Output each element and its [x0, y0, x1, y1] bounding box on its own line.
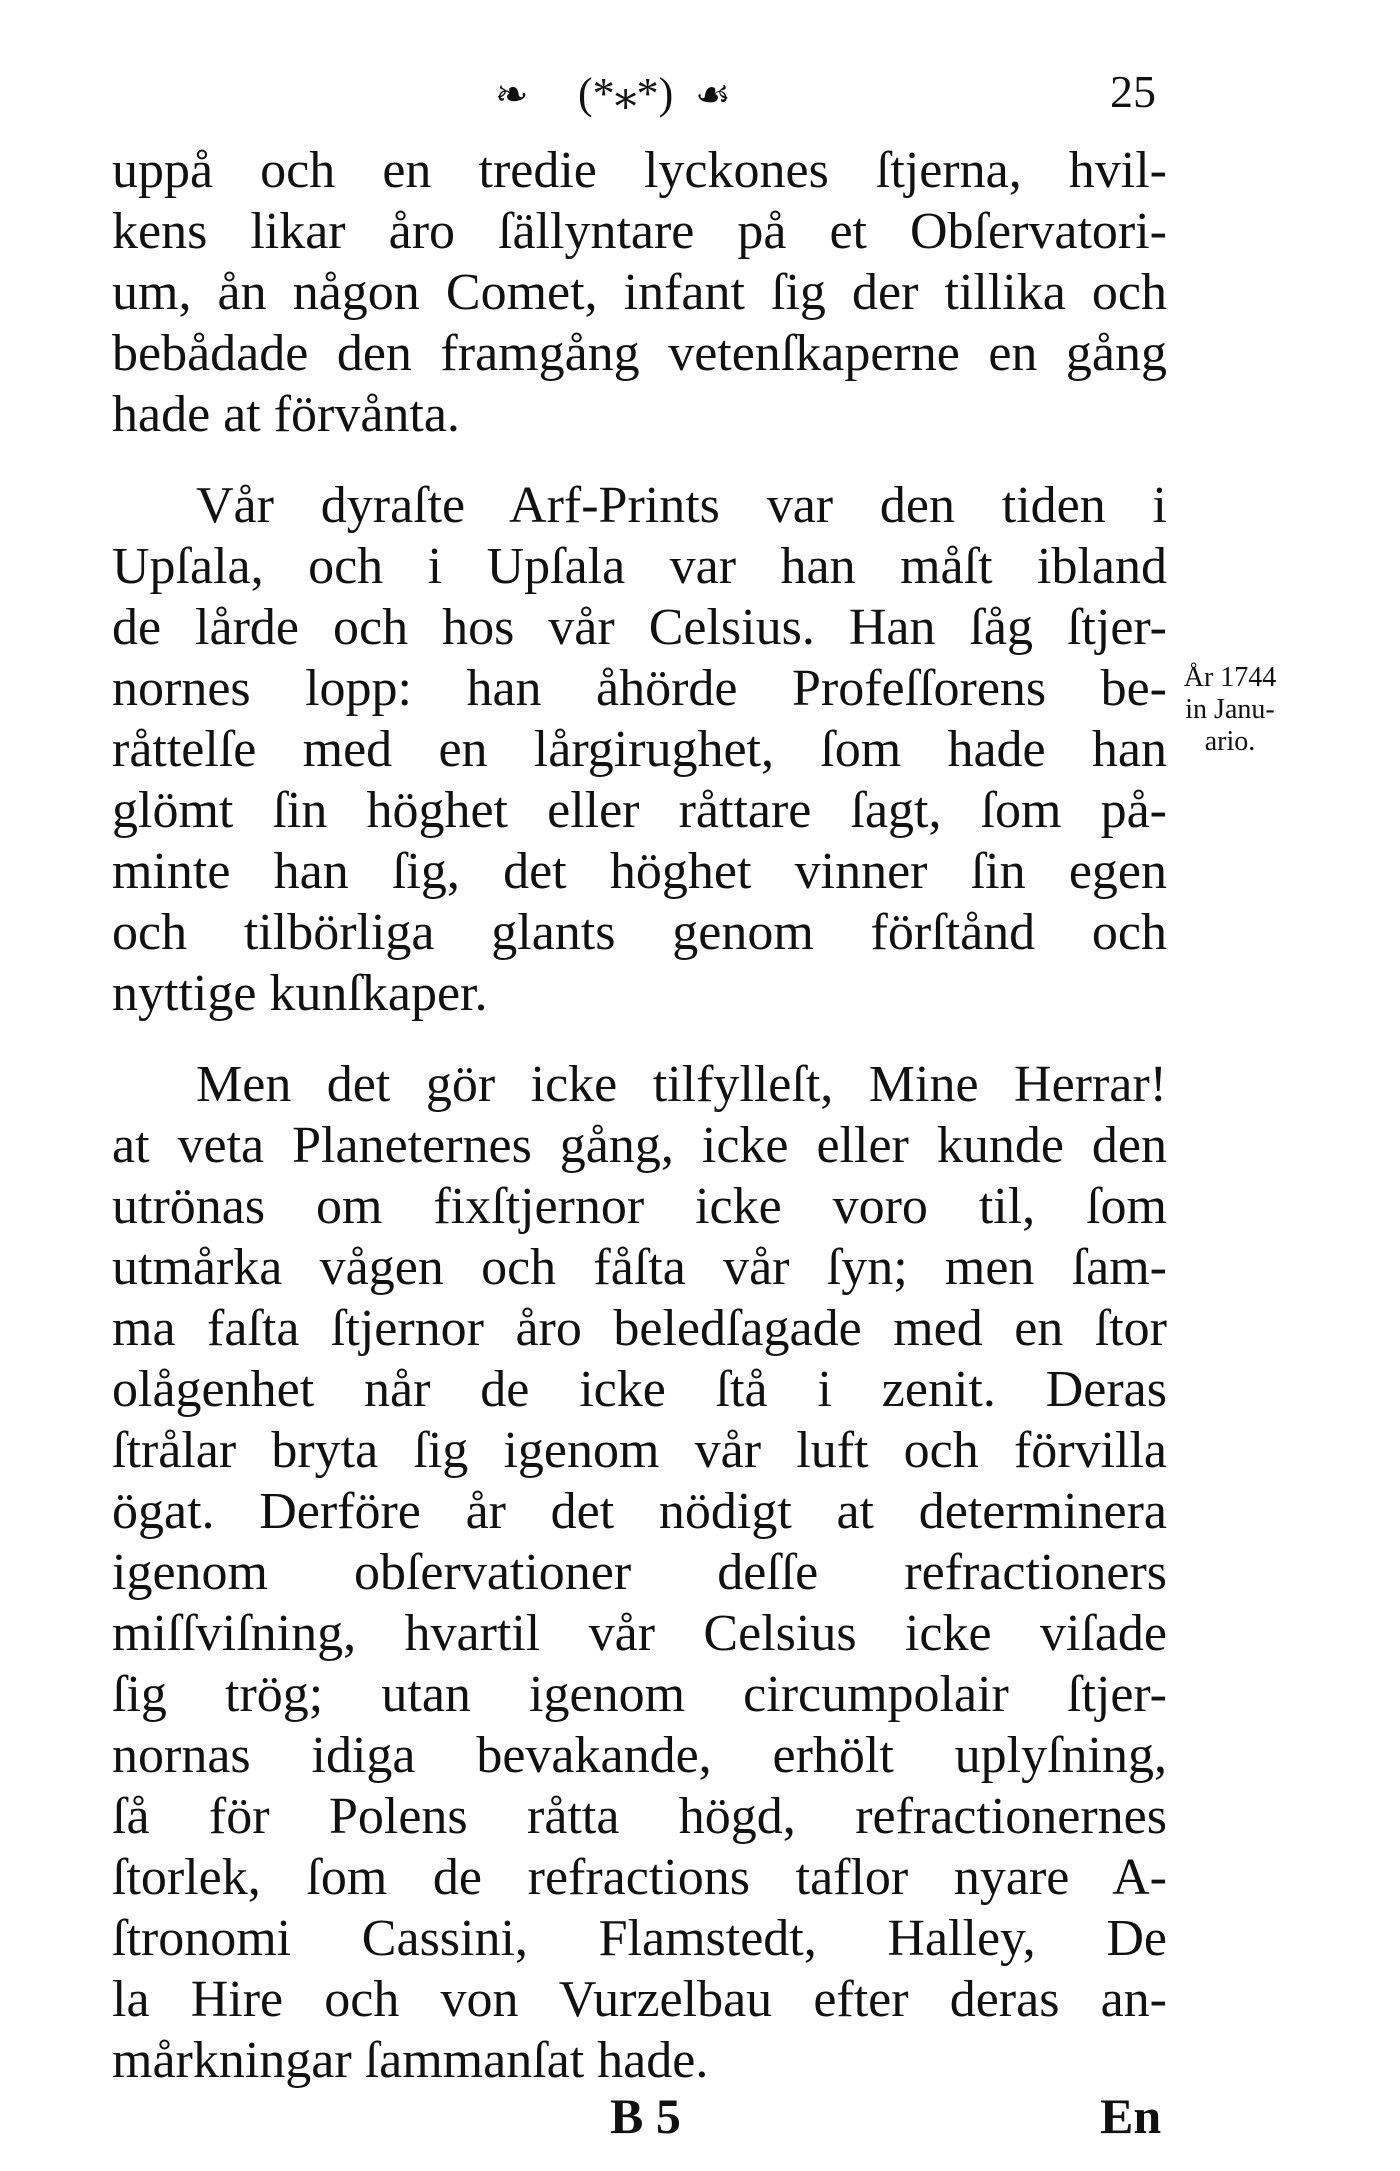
text-line: nornes lopp: han åhörde Profeſſorens be-: [112, 660, 1167, 717]
paragraph-gap: [112, 445, 1167, 475]
text-line: nyttige kunſkaper.: [112, 965, 488, 1022]
text-line: de lårde och hos vår Celsius. Han ſåg ſtjer-: [112, 599, 1167, 656]
running-head: [0, 60, 1400, 130]
text-line: utrönas om fixſtjernor icke voro til, ſom: [112, 1178, 1167, 1235]
text-line: hade at förvånta.: [112, 386, 460, 443]
text-line: ögat. Derföre år det nödigt at determinera: [112, 1483, 1167, 1540]
text-line: utmårka vågen och fåſta vår ſyn; men ſam-: [112, 1239, 1167, 1296]
text-line: ſtorlek, ſom de refractions taflor nyare A-: [112, 1849, 1167, 1906]
header-mark: (*⁎*): [578, 69, 674, 118]
fleuron-left-icon: ❧: [495, 72, 529, 117]
text-line: Men det gör icke tilfylleſt, Mine Herrar!: [196, 1056, 1167, 1113]
text-line: uppå och en tredie lyckones ſtjerna, hvil-: [112, 142, 1167, 199]
text-line: och tilbörliga glants genom förſtånd och: [112, 904, 1167, 961]
text-line: ſtronomi Cassini, Flamstedt, Halley, De: [112, 1910, 1167, 1967]
text-line: at veta Planeternes gång, icke eller kunde den: [112, 1117, 1167, 1174]
text-line: råttelſe med en lårgirughet, ſom hade han: [112, 721, 1167, 778]
text-line: ſig trög; utan igenom circumpolair ſtjer-: [112, 1666, 1167, 1723]
text-line: Upſala, och i Upſala var han måſt ibland: [112, 538, 1167, 595]
text-line: kens likar åro ſällyntare på et Obſervatori-: [112, 203, 1167, 260]
text-line: ſå för Polens råtta högd, refractionernes: [112, 1788, 1167, 1845]
text-line: minte han ſig, det höghet vinner ſin egen: [112, 843, 1167, 900]
text-line: igenom obſervationer deſſe refractioners: [112, 1544, 1167, 1601]
text-line: nornas idiga bevakande, erhölt uplyſning,: [112, 1727, 1167, 1784]
margin-note-line: ario.: [1204, 726, 1256, 757]
text-line: ſtrålar bryta ſig igenom vår luft och förvilla: [112, 1422, 1167, 1479]
text-line: miſſviſning, hvartil vår Celsius icke viſade: [112, 1605, 1167, 1662]
text-line: mårkningar ſammanſat hade.: [112, 2032, 709, 2089]
text-line: la Hire och von Vurzelbau efter deras an-: [112, 1971, 1167, 2028]
text-line: um, ån någon Comet, infant ſig der tillika och: [112, 264, 1167, 321]
margin-note-line: in Janu-: [1185, 694, 1275, 725]
body-text: [112, 140, 1167, 2091]
text-line: glömt ſin höghet eller råttare ſagt, ſom på-: [112, 782, 1167, 839]
text-line: olågenhet når de icke ſtå i zenit. Deras: [112, 1361, 1167, 1418]
text-line: Vår dyraſte Arf-Prints var den tiden i: [196, 477, 1167, 534]
page-number: 25: [1110, 66, 1156, 117]
text-line: bebådade den framgång vetenſkaperne en gång: [112, 325, 1167, 382]
paragraph-gap: [112, 1024, 1167, 1054]
catchword: En: [1100, 2088, 1162, 2144]
fleuron-right-icon: ☙: [695, 72, 731, 117]
margin-note: [1175, 662, 1285, 758]
signature-mark: B 5: [610, 2088, 681, 2144]
page-footer: [0, 2088, 1400, 2148]
margin-note-line: År 1744: [1183, 662, 1277, 693]
text-line: ma faſta ſtjernor åro beledſagade med en ſtor: [112, 1300, 1167, 1357]
